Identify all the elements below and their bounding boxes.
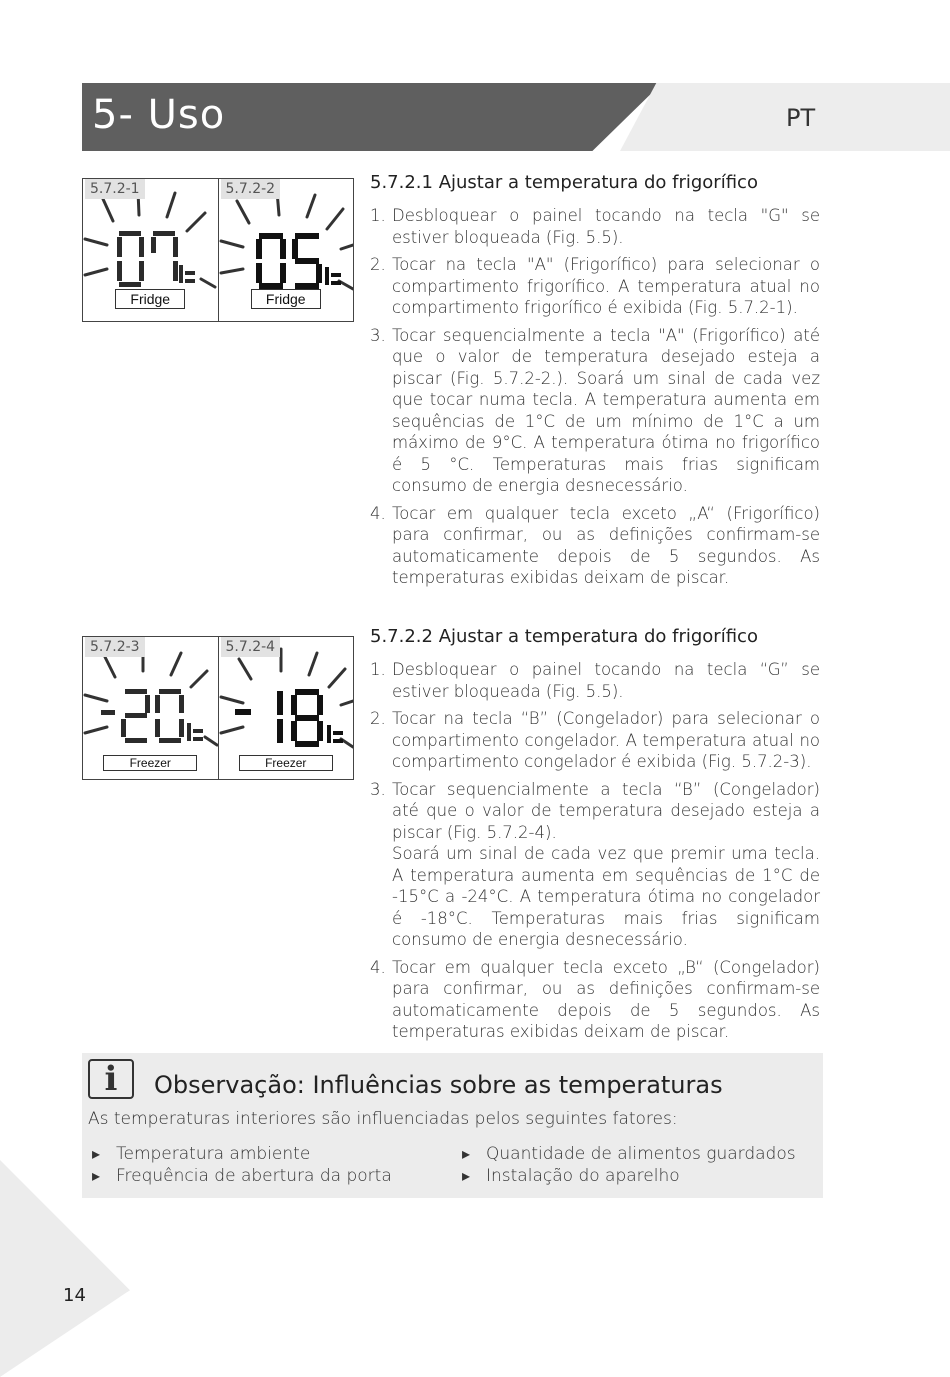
info-icon: i (88, 1059, 134, 1099)
figure-label: 5.7.2-2 (221, 179, 281, 199)
list-item: ▸ Instalação do aparelho (458, 1165, 796, 1187)
figure-5-7-2-3 (83, 637, 219, 779)
list-item: 2. Tocar na tecla "A" (Frigorífico) para selecionar o compartimento frigorífico. A temperatura atual no compartimento frigorífico é exibida (Fig. 5.7.2-1). (370, 255, 820, 317)
list-item: ▸ Temperatura ambiente (88, 1143, 392, 1165)
note-list-right (458, 1143, 796, 1187)
freezer-figures (82, 636, 354, 780)
fridge-steps-list (370, 205, 820, 595)
note-list-left (88, 1143, 392, 1187)
figure-5-7-2-2 (219, 179, 354, 321)
list-item: 2. Tocar na tecla “B” (Congelador) para selecionar o compartimento congelador. A temperatura atual no compartimento congelador é exibida (Fig. 5.7.2-3). (370, 709, 820, 771)
freezer-caption: Freezer (239, 755, 333, 771)
fridge-figures (82, 178, 354, 322)
section-title: 5.7.2.2 Ajustar a temperatura do frigorífico (370, 626, 758, 647)
freezer-steps-list (370, 659, 820, 1049)
list-item: 4. Tocar em qualquer tecla exceto „A“ (Frigorífico) para confirmar, ou as definições confirmam-se automaticamente depois de 5 segundos. As temperaturas exibidas deixam de piscar. (370, 503, 820, 587)
list-item: 3. Tocar sequencialmente a tecla “B” (Congelador) até que o valor de temperatura desejado esteja a piscar (Fig. 5.7.2-4). Soará um sinal de cada vez que premir uma tecla. A temperatura aumenta em sequências de 1°C de -15°C a -24°C. A temperatura ótima no congelador é -18°C. Temperaturas mais frias significam consumo de energia desnecessário. (370, 779, 820, 949)
section-title: 5.7.2.1 Ajustar a temperatura do frigorífico (370, 172, 758, 193)
figure-label: 5.7.2-3 (85, 637, 145, 657)
list-item: 1. Desbloquear o painel tocando na tecla “G” se estiver bloqueada (Fig. 5.5). (370, 660, 820, 701)
language-label: PT (786, 104, 816, 132)
fridge-caption: Fridge (115, 289, 185, 309)
list-item: 4. Tocar em qualquer tecla exceto „B“ (Congelador) para confirmar, ou as definições confirmam-se automaticamente depois de 5 segundos. As temperaturas exibidas deixam de piscar. (370, 957, 820, 1041)
figure-label: 5.7.2-1 (85, 179, 145, 199)
chapter-title: 5- Uso (92, 92, 226, 138)
note-intro: As temperaturas interiores são influenciadas pelos seguintes fatores: (88, 1109, 678, 1129)
figure-5-7-2-4 (219, 637, 354, 779)
list-item: ▸ Quantidade de alimentos guardados (458, 1143, 796, 1165)
note-title: Observação: Influências sobre as temperaturas (154, 1071, 723, 1099)
fridge-caption: Fridge (251, 289, 321, 309)
page-number: 14 (63, 1285, 86, 1306)
figure-5-7-2-1 (83, 179, 219, 321)
list-item: ▸ Frequência de abertura da porta (88, 1165, 392, 1187)
note-box (82, 1053, 823, 1198)
freezer-caption: Freezer (103, 755, 197, 771)
figure-label: 5.7.2-4 (221, 637, 281, 657)
language-header-band (620, 83, 950, 151)
list-item: 1. Desbloquear o painel tocando na tecla "G" se estiver bloqueada (Fig. 5.5). (370, 206, 820, 247)
list-item: 3. Tocar sequencialmente a tecla "A" (Frigorífico) até que o valor de temperatura desejado esteja a piscar (Fig. 5.7.2-2.). Soará um sinal de cada vez que tocar numa tecla. A temperatura aumenta em sequências de 1°C de um mínimo de 1°C a um máximo de 9°C. A temperatura ótima no frigorífico é 5 °C. Temperaturas mais frias significam consumo de energia desnecessário. (370, 325, 820, 495)
